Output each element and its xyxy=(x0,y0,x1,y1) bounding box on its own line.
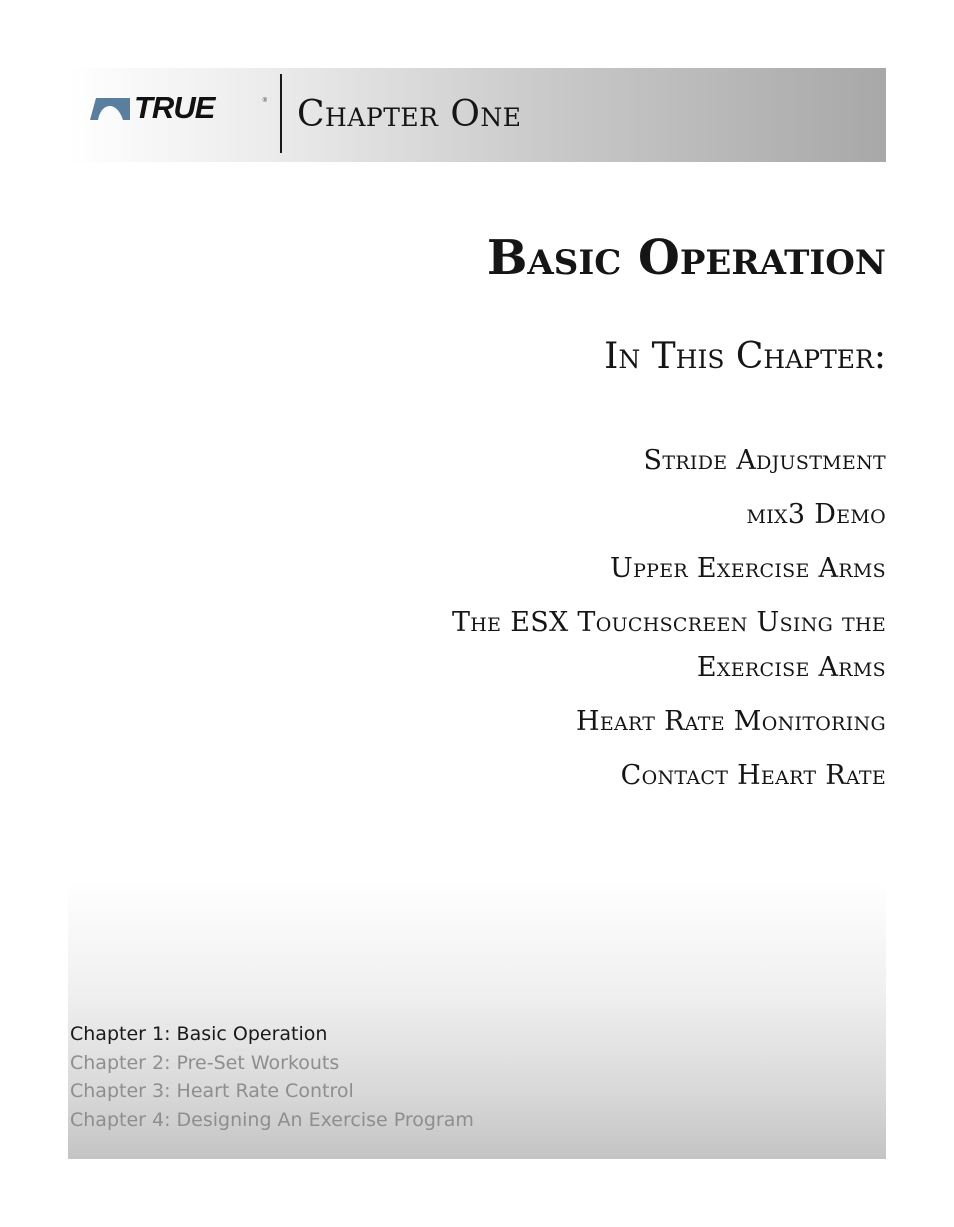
chapter-navigation-list xyxy=(70,1020,474,1134)
header-divider xyxy=(280,74,282,153)
topic-list xyxy=(366,438,886,807)
topic-item: The ESX Touchscreen Using the Exercise Arms xyxy=(451,607,886,683)
topic-item: Heart Rate Monitoring xyxy=(575,706,886,737)
page-title: Basic Operation xyxy=(486,230,886,286)
topic-item: Upper Exercise Arms xyxy=(610,553,886,584)
logo-text: TRUE xyxy=(134,90,215,125)
chapter-link: Chapter 3: Heart Rate Control xyxy=(70,1080,354,1102)
section-heading: In This Chapter: xyxy=(604,336,886,377)
topic-item: Stride Adjustment xyxy=(643,445,886,476)
true-logo xyxy=(90,90,267,125)
chapter-footer-band xyxy=(68,880,886,1159)
chapter-link-current: Chapter 1: Basic Operation xyxy=(70,1023,328,1045)
chapter-header-band xyxy=(68,68,886,162)
topic-item: Contact Heart Rate xyxy=(620,760,886,791)
chapter-link: Chapter 4: Designing An Exercise Program xyxy=(70,1108,474,1131)
topic-item: mix3 Demo xyxy=(746,499,886,530)
logo-registered-mark: ® xyxy=(262,98,267,104)
chapter-link: Chapter 2: Pre-Set Workouts xyxy=(70,1051,340,1074)
true-logo-arch-icon xyxy=(90,98,130,120)
chapter-label: Chapter One xyxy=(297,94,522,135)
